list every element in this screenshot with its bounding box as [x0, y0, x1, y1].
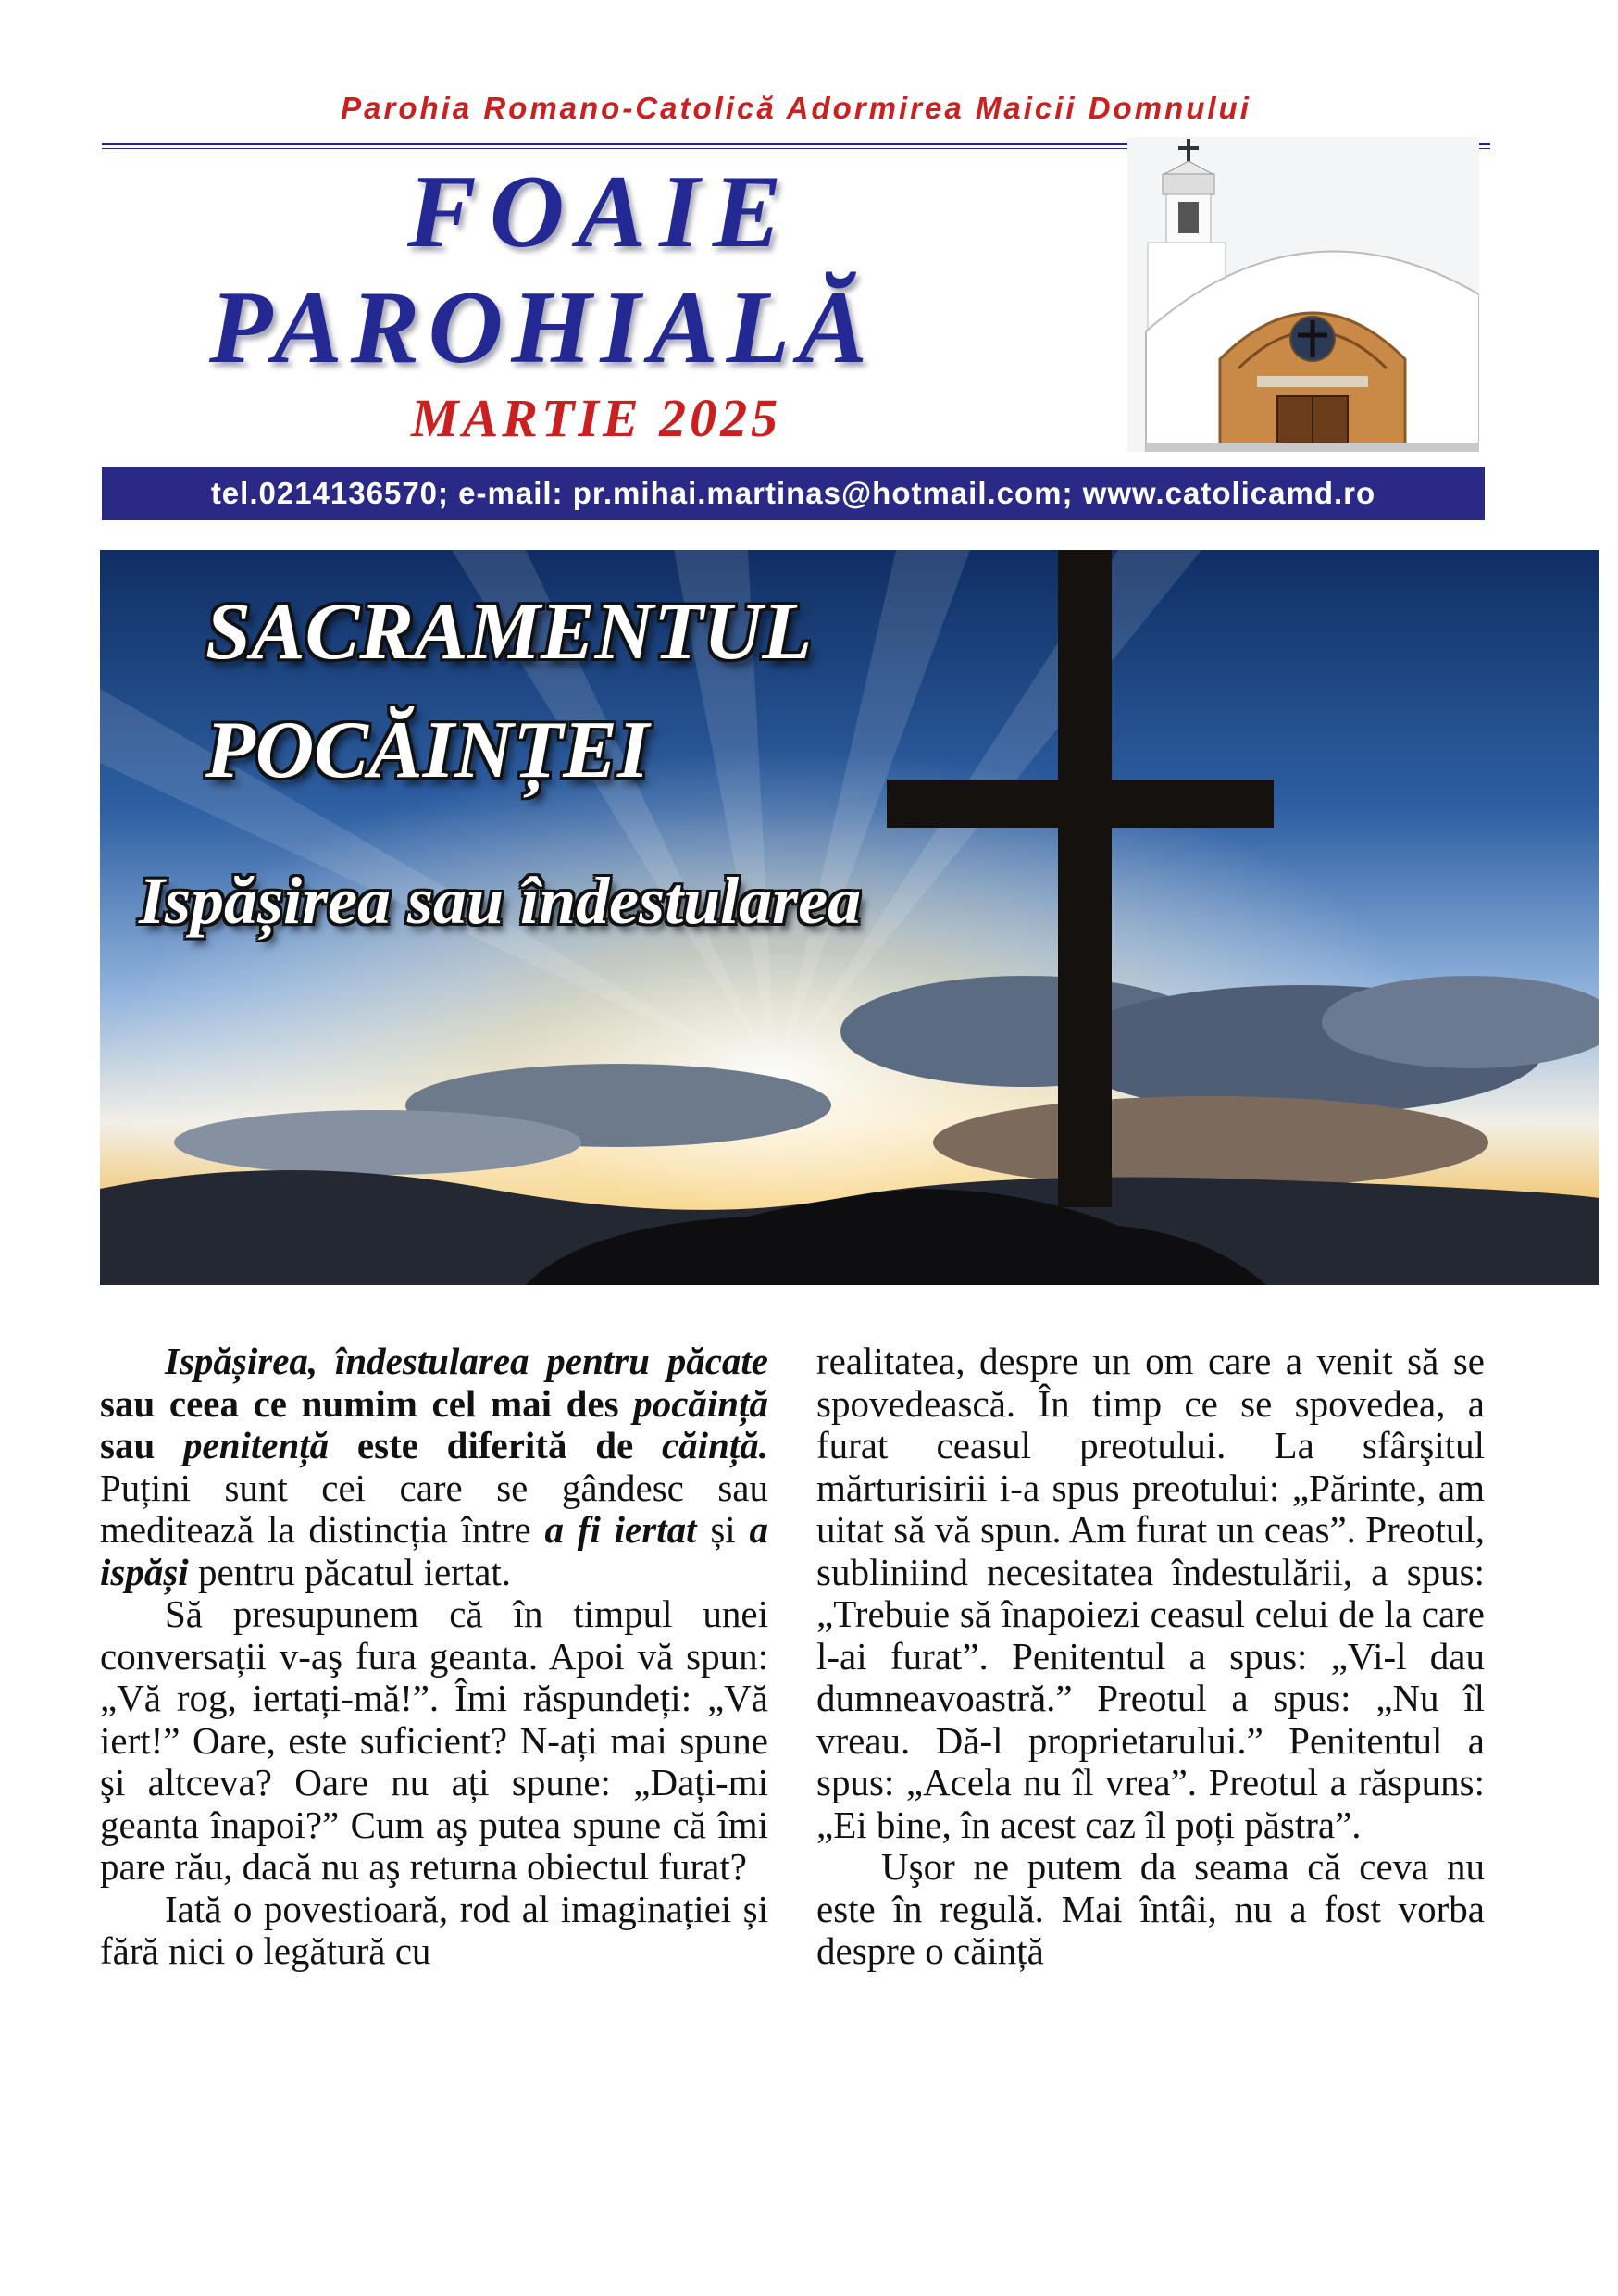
church-steps	[1146, 443, 1479, 452]
article-paragraph-4: Uşor ne putem da seama că ceva nu este în regulă. Mai întâi, nu a fost vorba despre o căință	[816, 1845, 1485, 1972]
article-paragraph-intro: Ispășirea, îndestularea pentru păcate sau ceea ce numim cel mai des pocăință sau penitență este diferită de căință. Puțini sunt cei care se gândesc sau meditează la distincția între a fi iertat și a ispăși pentru păcatul iertat.	[100, 1340, 768, 1593]
hero-cross-vertical	[1058, 550, 1112, 1207]
issue-date: MARTIE 2025	[411, 388, 782, 448]
parish-name: Parohia Romano-Catolică Adormirea Maicii Domnului	[341, 91, 1251, 125]
church-photo	[1127, 137, 1479, 452]
article-paragraph-2: Să presupunem că în timpul unei conversații v-aş fura geanta. Apoi vă spun: „Vă rog, iertați-mă!”. Îmi răspundeți: „Vă iert!” Oare, este suficient? N-ați mai spune şi altceva? Oare nu ați spune: „Dați-mi geanta înapoi?” Cum aş putea spune că îmi pare rău, dacă nu aş returna obiectul furat?	[100, 1592, 768, 1888]
church-sign	[1257, 376, 1368, 387]
article-paragraph-3-part2: realitatea, despre un om care a venit să se spovedească. În timp ce se spovedea, a furat ceasul preotului. La sfârşitul mărturisirii i-a spus preotului: „Părinte, am uitat să vă spun. Am furat un ceas”. Preotul, subliniind necesitatea îndestulării, a spus: „Trebuie să înapoiezi ceasul celui de la care l-ai furat”. Penitentul a spus: „Vi-l dau dumneavoastră.” Preotul a spus: „Nu îl vreau. Dă-l proprietarului.” Penitentul a spus: „Acela nu îl vrea”. Preotul a răspuns: „Ei bine, în acest caz îl poți păstra”.	[816, 1340, 1485, 1846]
bell-tower-cap	[1163, 174, 1214, 194]
contact-bar: tel.0214136570; e-mail: pr.mihai.martinas@hotmail.com; www.catolicamd.ro	[102, 467, 1485, 520]
newsletter-title-line2: PAROHIALĂ	[209, 270, 876, 385]
hero-title-line1: SACRAMENTUL	[205, 587, 813, 677]
article-column-right	[816, 1341, 1485, 1973]
article-column-left	[100, 1341, 768, 1973]
hero-subtitle: Ispășirea sau îndestularea	[139, 864, 862, 938]
newsletter-title-line1: FOAIE	[407, 155, 795, 269]
bell-tower-opening	[1178, 202, 1199, 233]
hero-title-line2: POCĂINȚEI	[205, 705, 650, 795]
article-paragraph-3-part1: Iată o povestioară, rod al imaginației și fără nici o legătură cu	[100, 1887, 768, 1972]
hero-cross-horizontal	[887, 780, 1274, 828]
